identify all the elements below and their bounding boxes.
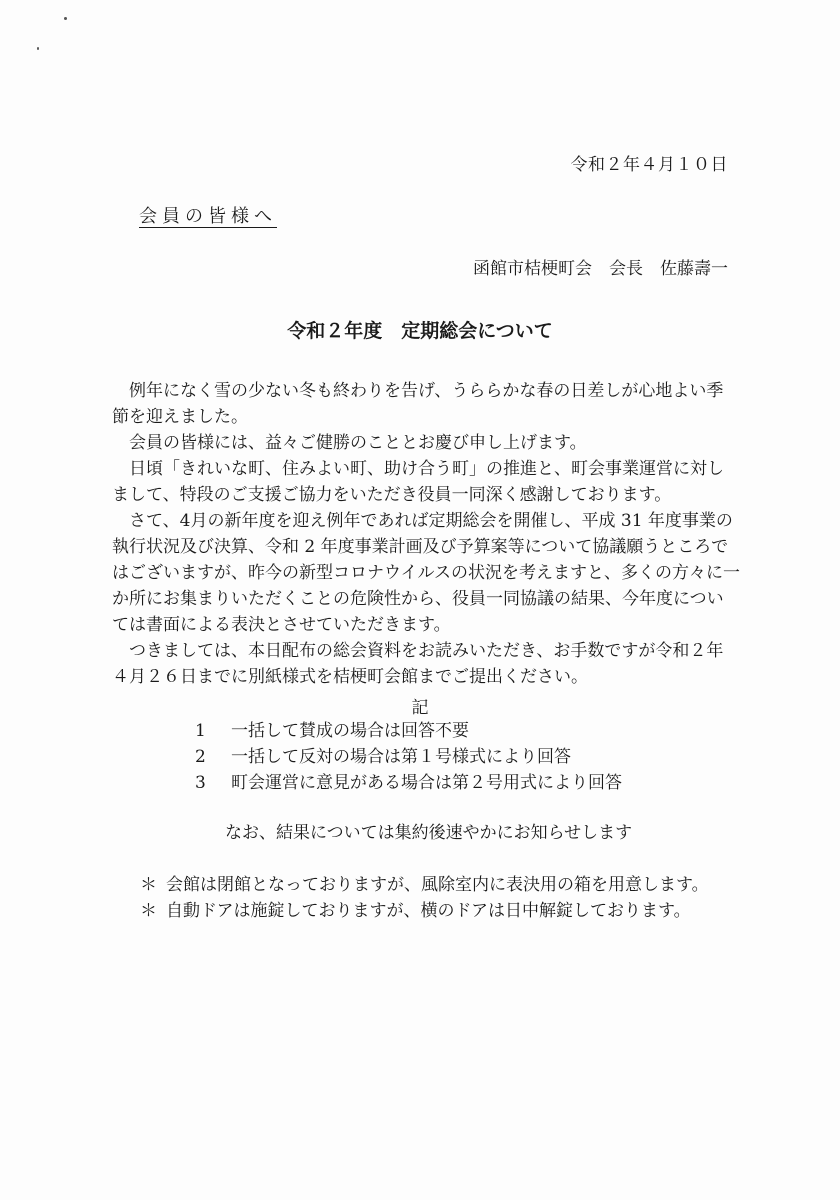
scan-speck <box>64 17 67 20</box>
body-text <box>112 378 740 690</box>
document-title: 令和２年度 定期総会について <box>287 320 553 342</box>
asterisk-mark: ＊ <box>140 875 157 895</box>
results-note: なお、結果については集約後速やかにお知らせします <box>225 823 633 843</box>
asterisk-note <box>140 898 709 924</box>
item-text: 一括して賛成の場合は回答不要 <box>231 721 469 741</box>
asterisk-mark: ＊ <box>140 901 157 921</box>
sender: 函館市桔梗町会 会長 佐藤壽一 <box>473 259 728 279</box>
asterisk-note-text: 自動ドアは施錠しておりますが、横のドアは日中解錠しております。 <box>166 901 691 921</box>
list-item <box>195 718 622 744</box>
paragraph: 例年になく雪の少ない冬も終わりを告げ、うららかな春の日差しが心地よい季節を迎えました。 <box>112 381 724 427</box>
item-text: 一括して反対の場合は第１号様式により回答 <box>231 747 571 767</box>
asterisk-note-text: 会館は閉館となっておりますが、風除室内に表決用の箱を用意します。 <box>166 875 709 895</box>
paragraph: 会員の皆様には、益々ご健勝のこととお慶び申し上げます。 <box>129 433 587 453</box>
asterisk-note <box>140 872 709 898</box>
item-text: 町会運営に意見がある場合は第２号用式により回答 <box>231 773 622 793</box>
paragraph: つきましては、本日配布の総会資料をお読みいただき、お手数ですが令和２年４月２６日までに別紙様式を桔梗町会館までご提出ください。 <box>112 641 724 687</box>
ki-heading: 記 <box>411 698 429 718</box>
paragraph: 日頃「きれいな町、住みよい町、助け合う町」の推進と、町会事業運営に対しまして、特段のご支援ご協力をいただき役員一同深く感謝しております。 <box>112 459 724 505</box>
salutation: 会員の皆様へ <box>139 206 277 227</box>
paragraph: さて、4月の新年度を迎え例年であれば定期総会を開催し、平成 31 年度事業の執行状況及び決算、令和 2 年度事業計画及び予算案等について協議願うところではございますが、昨今の新型コロナウイルスの状況を考えますと、多くの方々に一か所にお集まりいただくことの危険性から、役員一同協議の結果、今年度については書面による表決とさせていただきます。 <box>112 511 740 635</box>
item-number: 2 <box>195 747 206 767</box>
list-item <box>195 770 622 796</box>
asterisk-notes <box>140 872 709 924</box>
item-number: 1 <box>195 721 206 741</box>
item-number: 3 <box>195 773 206 793</box>
scan-speck <box>37 47 39 50</box>
list-item <box>195 744 622 770</box>
document-date: 令和２年４月１０日 <box>570 155 728 175</box>
numbered-list <box>195 718 622 796</box>
